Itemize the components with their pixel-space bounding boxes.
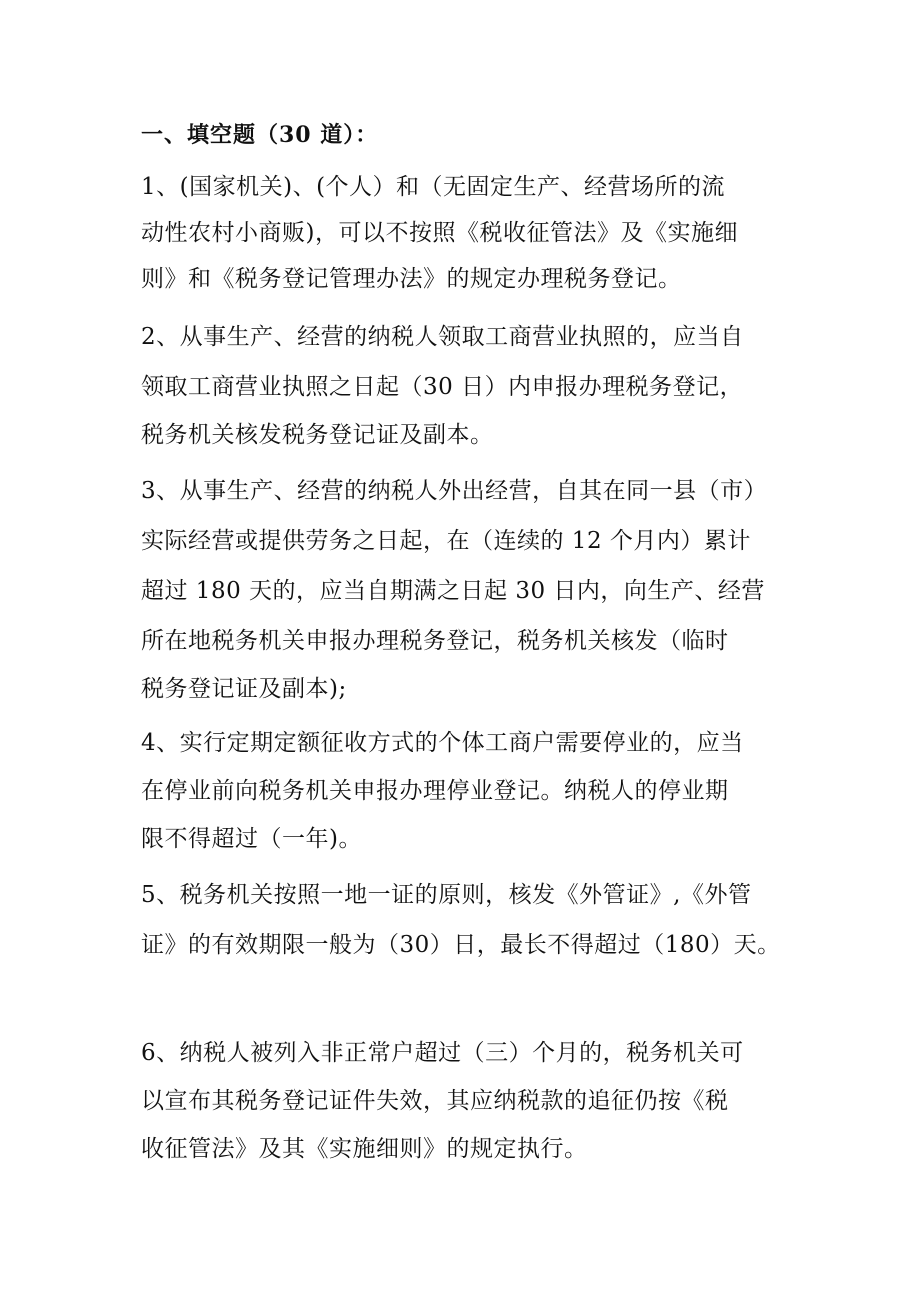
question-3-line-1: 3、从事生产、经营的纳税人外出经营，自其在同一县（市） <box>141 478 768 504</box>
question-4-line-2: 在停业前向税务机关申报办理停业登记。纳税人的停业期 <box>141 778 729 804</box>
question-2-line-1: 2、从事生产、经营的纳税人领取工商营业执照的，应当自 <box>141 324 744 350</box>
question-1-line-3: 则》和《税务登记管理办法》的规定办理税务登记。 <box>141 266 682 292</box>
question-5-line-2: 证》的有效期限一般为（30）日，最长不得超过（180）天。 <box>141 932 781 958</box>
question-6-line-3: 收征管法》及其《实施细则》的规定执行。 <box>141 1136 588 1162</box>
question-3-line-5: 税务登记证及副本); <box>141 676 347 702</box>
question-2-line-2: 领取工商营业执照之日起（30 日）内申报办理税务登记， <box>141 374 744 400</box>
question-6-line-2: 以宣布其税务登记证件失效，其应纳税款的追征仍按《税 <box>141 1088 729 1114</box>
question-3-line-4: 所在地税务机关申报办理税务登记，税务机关核发（临时 <box>141 628 729 654</box>
section-heading: 一、填空题（30 道）： <box>141 122 379 148</box>
question-3-line-2: 实际经营或提供劳务之日起，在（连续的 12 个月内）累计 <box>141 528 751 554</box>
question-1-line-2: 动性农村小商贩)，可以不按照《税收征管法》及《实施细 <box>141 220 738 246</box>
question-4-line-3: 限不得超过（一年)。 <box>141 826 362 852</box>
question-2-line-3: 税务机关核发税务登记证及副本。 <box>141 422 494 448</box>
question-5-line-1: 5、税务机关按照一地一证的原则，核发《外管证》,《外管 <box>141 882 752 908</box>
question-4-line-1: 4、实行定期定额征收方式的个体工商户需要停业的，应当 <box>141 730 744 756</box>
question-6-line-1: 6、纳税人被列入非正常户超过（三）个月的，税务机关可 <box>141 1040 744 1066</box>
question-3-line-3: 超过 180 天的，应当自期满之日起 30 日内，向生产、经营 <box>141 578 765 604</box>
question-1-line-1: 1、(国家机关)、(个人）和（无固定生产、经营场所的流 <box>141 174 726 200</box>
